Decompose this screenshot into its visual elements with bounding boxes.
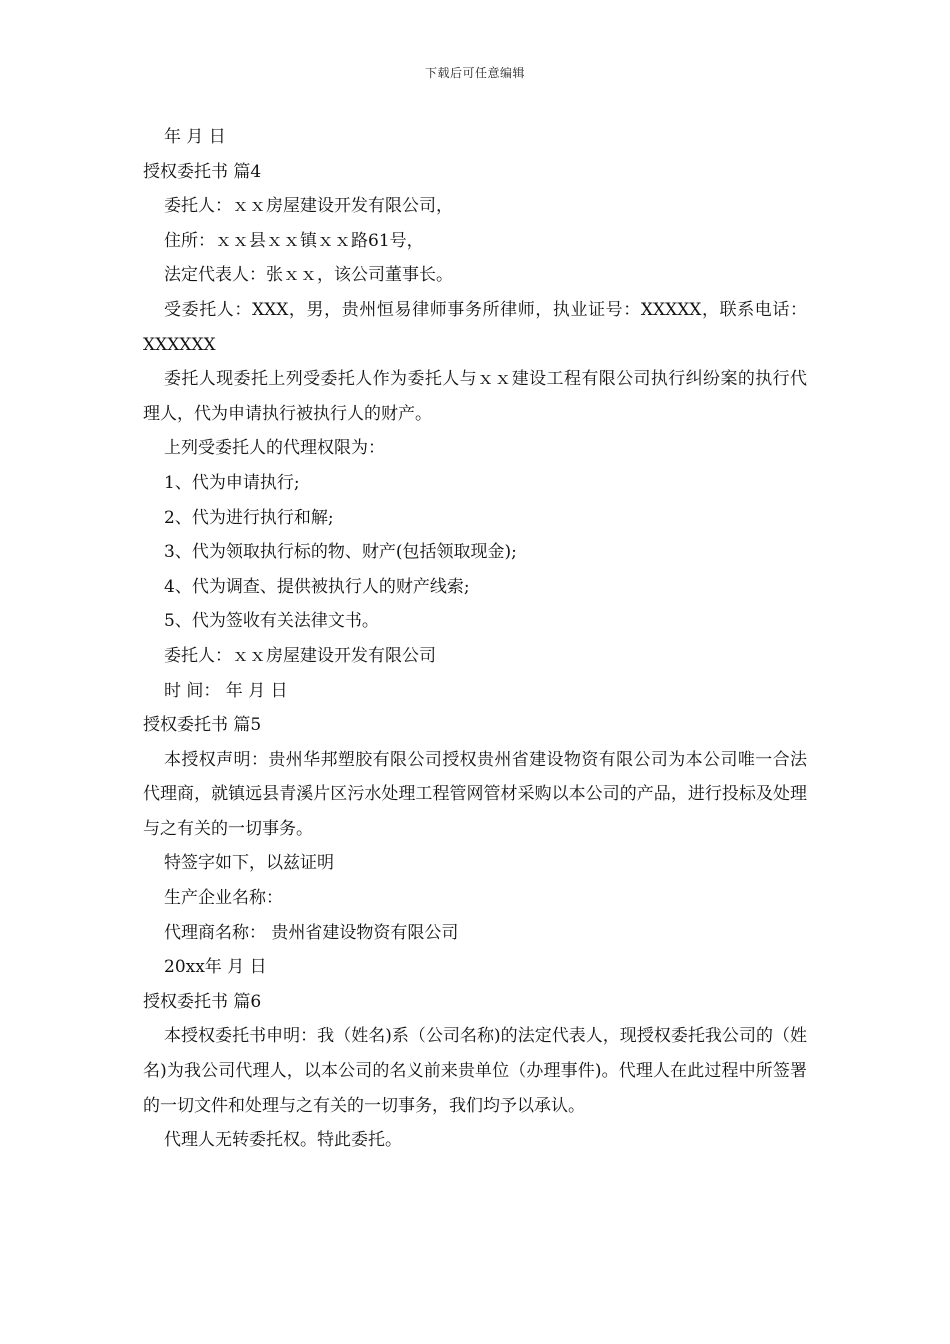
document-body [143, 120, 807, 1158]
time-line: 时 间： 年 月 日 [164, 680, 288, 701]
date-line: 年 月 日 [164, 127, 226, 147]
address-line: 住所：ｘｘ县ｘｘ镇ｘｘ路61号， [164, 230, 424, 251]
signature-note-line: 特签字如下，以兹证明 [164, 853, 334, 874]
authority-item-5: 5、代为签收有关法律文书。 [164, 611, 379, 632]
page-header-note: 下载后可任意编辑 [424, 66, 525, 80]
authority-item-2: 2、代为进行执行和解; [164, 507, 334, 528]
agent-paragraph: 受委托人：XXX，男，贵州恒易律师事务所律师，执业证号：XXXXX，联系电话：XXXXXX [143, 299, 807, 355]
section-heading-6: 授权委托书 篇6 [143, 991, 262, 1012]
manufacturer-name-line: 生产企业名称： [164, 888, 283, 909]
authority-item-3: 3、代为领取执行标的物、财产(包括领取现金); [164, 542, 517, 563]
authority-item-1: 1、代为申请执行; [164, 472, 300, 493]
declaration-paragraph: 本授权委托书申明：我（姓名)系（公司名称)的法定代表人，现授权委托我公司的（姓名)为我公司代理人，以本公司的名义前来贵单位（办理事件)。代理人在此过程中所签署的一切文件和处理与之有关的一切事务，我们均予以承认。 [143, 1026, 807, 1116]
section-heading-5: 授权委托书 篇5 [143, 715, 262, 736]
principal-sign-line: 委托人：ｘｘ房屋建设开发有限公司 [164, 645, 436, 666]
legal-rep-line: 法定代表人：张ｘｘ，该公司董事长。 [164, 265, 453, 286]
authority-intro-line: 上列受委托人的代理权限为： [164, 438, 385, 459]
authority-item-4: 4、代为调查、提供被执行人的财产线索; [164, 576, 470, 597]
entrust-paragraph: 委托人现委托上列受委托人作为委托人与ｘｘ建设工程有限公司执行纠纷案的执行代理人，代为申请执行被执行人的财产。 [143, 369, 807, 424]
year-date-line: 20xx年 月 日 [164, 957, 267, 978]
no-subdelegation-line: 代理人无转委托权。特此委托。 [164, 1130, 402, 1151]
section-heading-4: 授权委托书 篇4 [143, 161, 262, 182]
agent-name-line: 代理商名称： 贵州省建设物资有限公司 [164, 922, 459, 943]
principal-line: 委托人：ｘｘ房屋建设开发有限公司， [164, 196, 453, 217]
authorization-statement-paragraph: 本授权声明：贵州华邦塑胶有限公司授权贵州省建设物资有限公司为本公司唯一合法代理商，就镇远县青溪片区污水处理工程管网管材采购以本公司的产品，进行投标及处理与之有关的一切事务。 [143, 749, 807, 839]
